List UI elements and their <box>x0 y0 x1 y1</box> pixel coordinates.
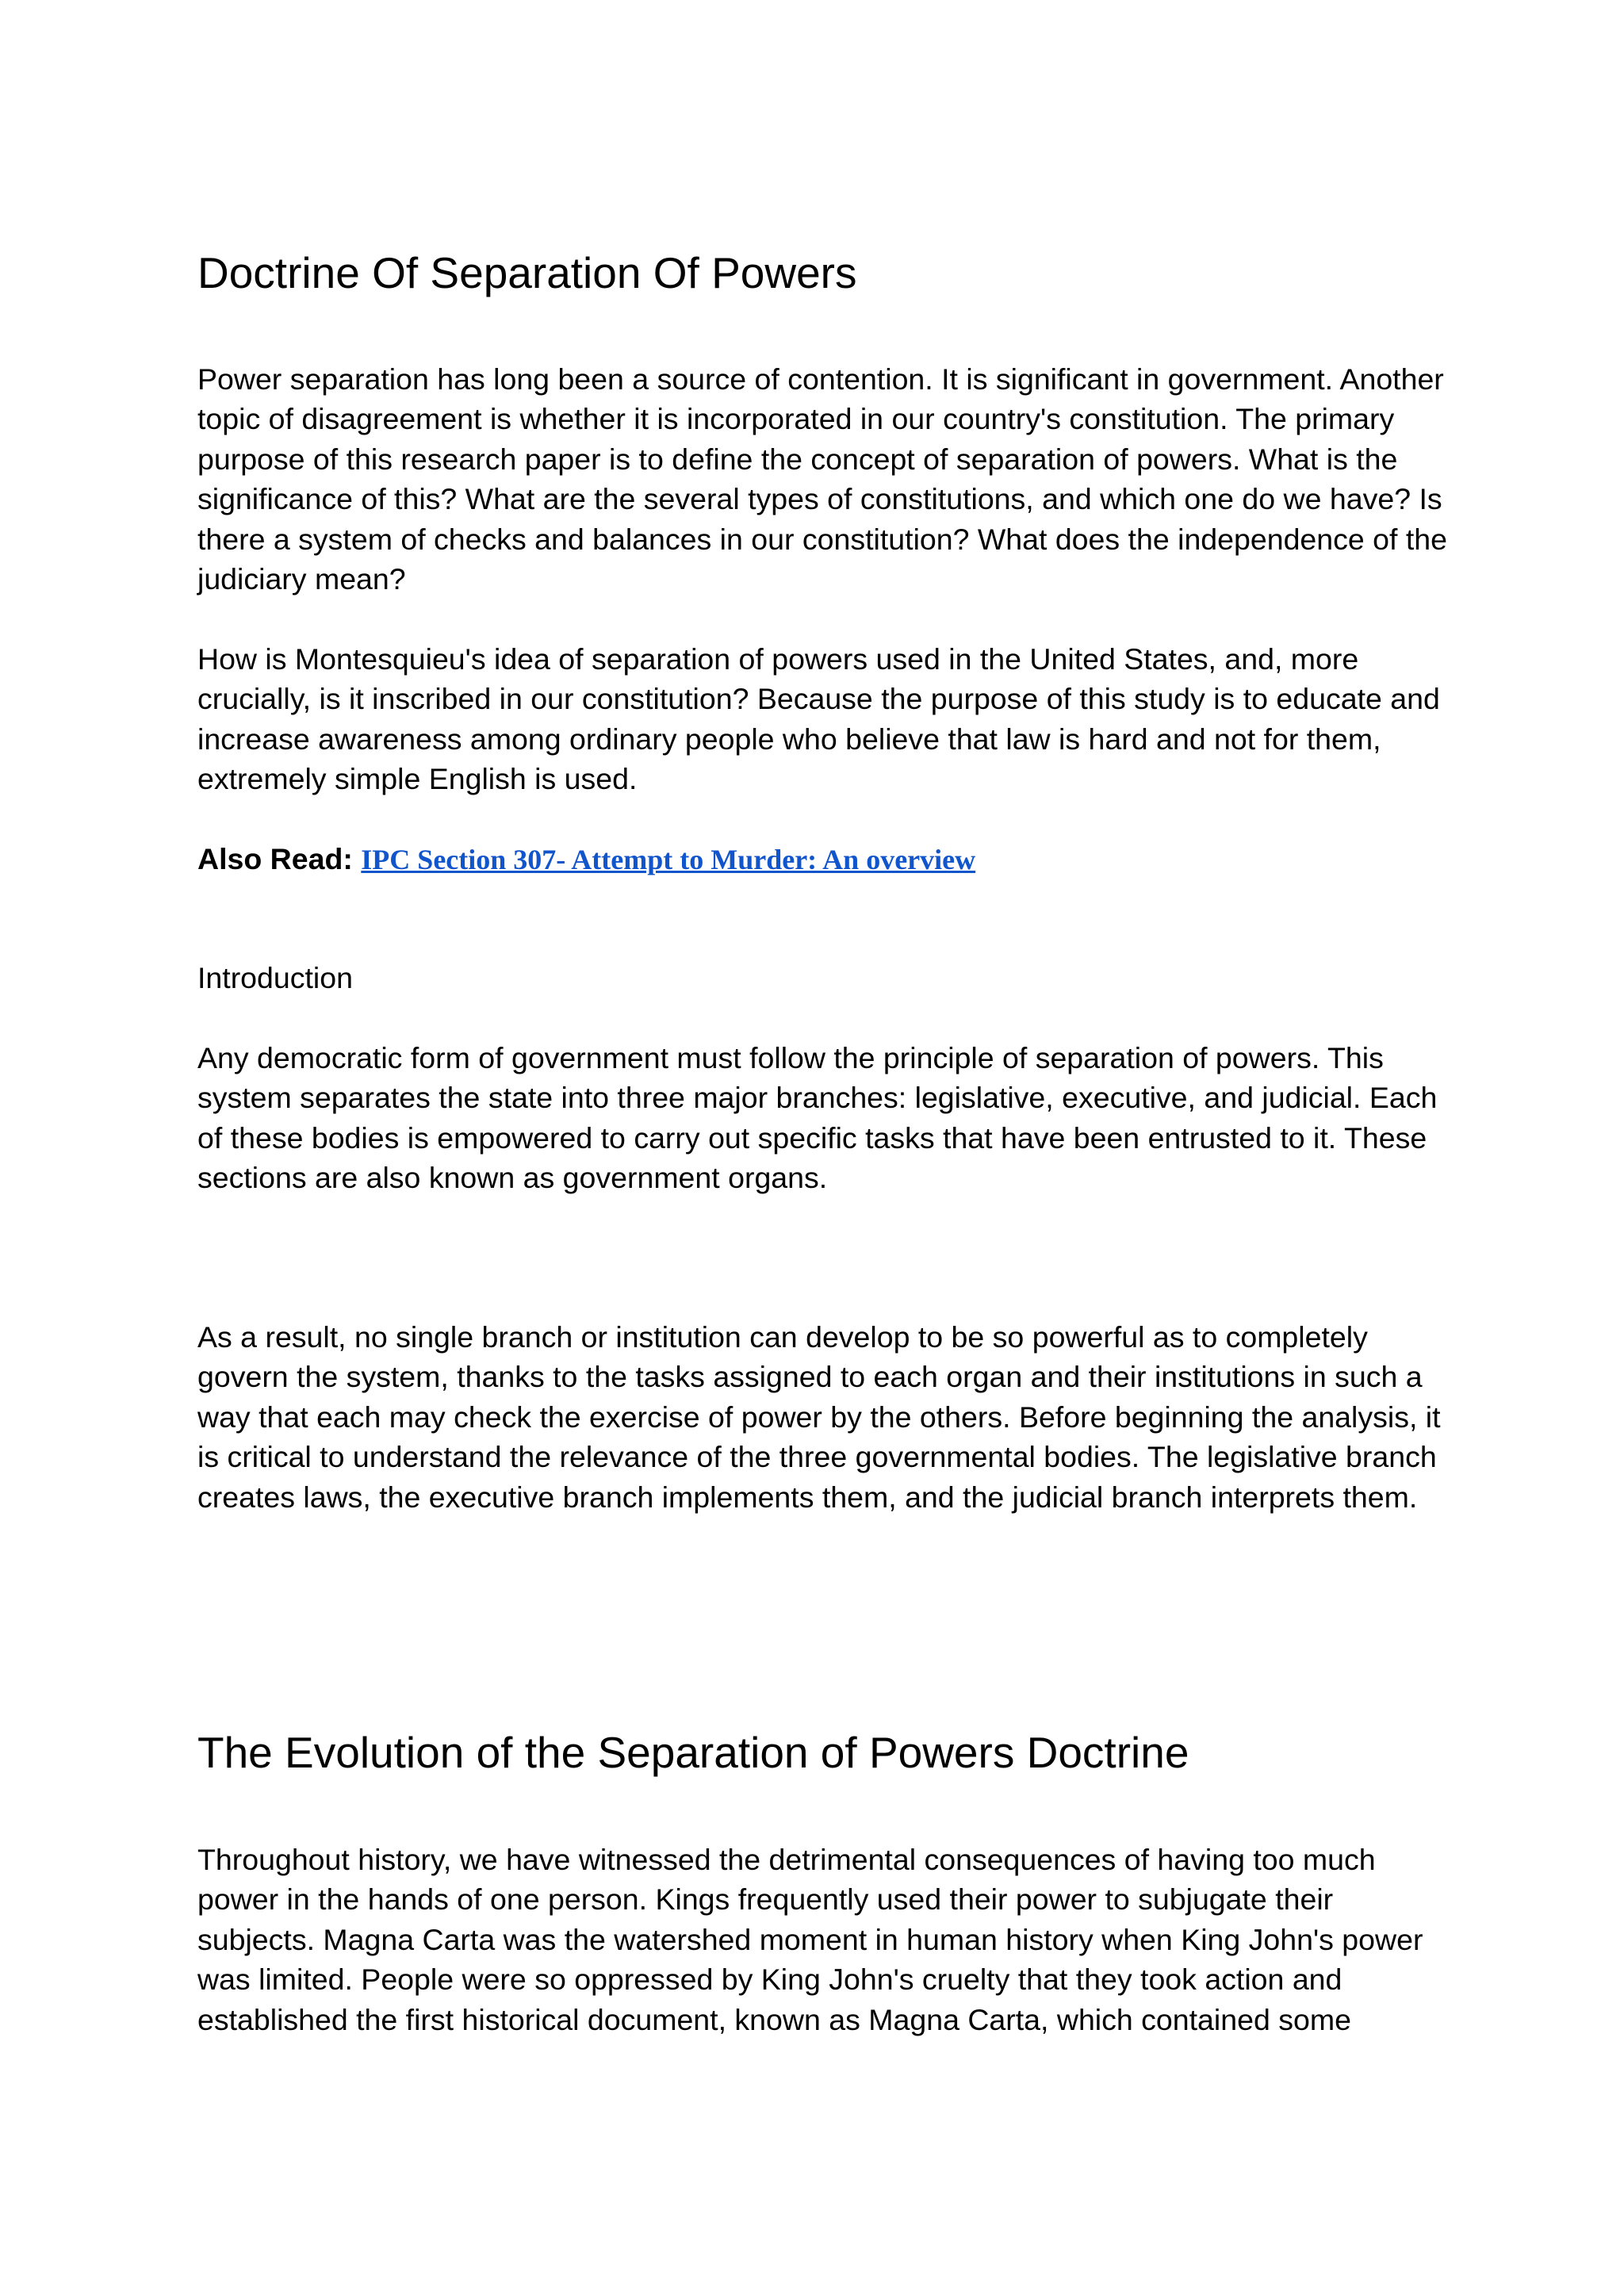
also-read-label: Also Read: <box>197 842 353 875</box>
introduction-heading: Introduction <box>197 961 353 994</box>
document-title: Doctrine Of Separation Of Powers <box>197 248 857 297</box>
also-read-line <box>197 839 1450 879</box>
section-title: The Evolution of the Separation of Powers Doctrine <box>197 1728 1189 1777</box>
paragraph: How is Montesquieu's idea of separation of powers used in the United States, and, more crucially, is it inscribed in our constitution? Because the purpose of this study is to educate and increase awareness among ordinary people who believe that law is hard and not for them, extremely simple English is used. <box>197 642 1440 796</box>
also-read-link[interactable]: IPC Section 307- Attempt to Murder: An overview <box>361 844 976 875</box>
paragraph: As a result, no single branch or institution can develop to be so powerful as to completely govern the system, thanks to the tasks assigned to each organ and their institutions in such a way that each may check the exercise of power by the others. Before beginning the analysis, it is critical to understand the relevance of the three governmental bodies. The legislative branch creates laws, the executive branch implements them, and the judicial branch interprets them. <box>197 1320 1441 1514</box>
paragraph: Throughout history, we have witnessed the detrimental consequences of having too much power in the hands of one person. Kings frequently used their power to subjugate their subjects. Magna Carta was the watershed moment in human history when King John's power was limited. People were so oppressed by King John's cruelty that they took action and established the first historical document, known as Magna Carta, which contained some <box>197 1843 1423 2036</box>
paragraph: Any democratic form of government must follow the principle of separation of powers. This system separates the state into three major branches: legislative, executive, and judicial. Each of these bodies is empowered to carry out specific tasks that have been entrusted to it. These sections are also known as government organs. <box>197 1041 1438 1195</box>
paragraph: Power separation has long been a source of contention. It is significant in government. Another topic of disagreement is whether it is incorporated in our country's constitution. The primary purpose of this research paper is to define the concept of separation of powers. What is the significance of this? What are the several types of constitutions, and which one do we have? Is there a system of checks and balances in our constitution? What does the independence of the judiciary mean? <box>197 362 1447 596</box>
